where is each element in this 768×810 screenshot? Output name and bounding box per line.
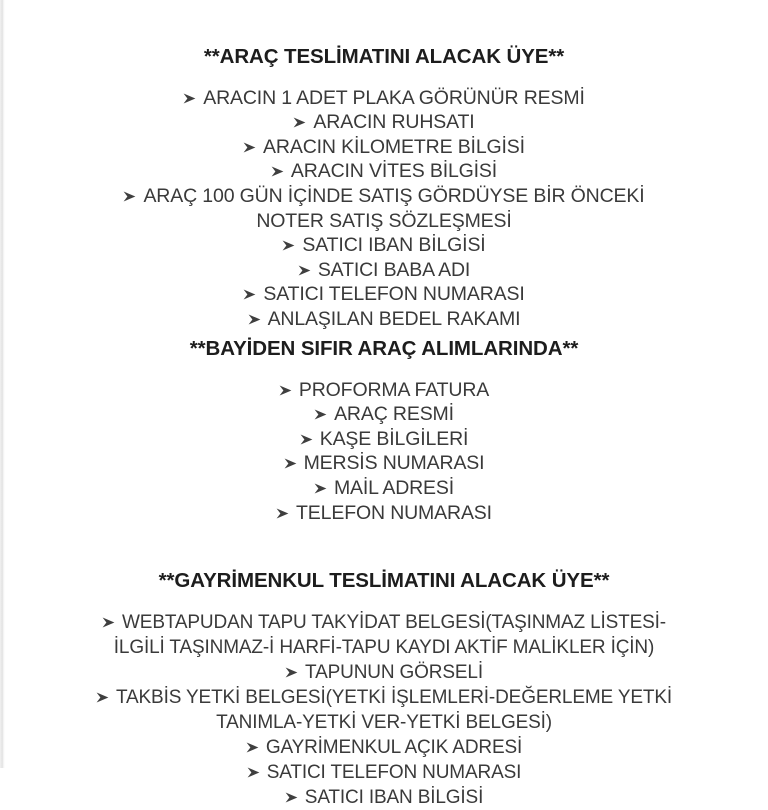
arrow-bullet-icon [102,617,115,628]
section-realestate-delivery [0,552,768,810]
list-item [0,184,768,209]
arrow-bullet-icon [298,265,311,276]
list-item [0,86,768,111]
list-item [0,760,768,785]
list-item [0,427,768,452]
arrow-bullet-icon [314,409,327,420]
list-item [0,258,768,283]
list-item-label: KAŞE BİLGİLERİ [319,427,469,450]
list-item-label: ARAÇ RESMİ [334,403,454,426]
list-item-continuation: NOTER SATIŞ SÖZLEŞMESİ [256,209,512,232]
arrow-bullet-icon [123,191,136,202]
arrow-bullet-icon [96,692,109,703]
list-item [0,110,768,135]
section-heading-vehicle-delivery: **ARAÇ TESLİMATINI ALACAK ÜYE** [203,45,565,68]
arrow-bullet-icon [247,767,260,778]
list-item-label: TAKBİS YETKİ BELGESİ(YETKİ İŞLEMLERİ-DEĞERLEME YETKİ [115,686,673,708]
requirement-list-realestate-delivery [0,610,768,810]
list-item [0,233,768,258]
arrow-bullet-icon [282,240,295,251]
list-item [0,735,768,760]
list-item [0,159,768,184]
list-item [0,135,768,160]
requirement-list-vehicle-delivery [0,86,768,332]
arrow-bullet-icon [246,742,259,753]
arrow-bullet-icon [279,385,292,396]
list-item [0,660,768,685]
list-item [0,501,768,526]
arrow-bullet-icon [271,166,284,177]
list-item-label: ANLAŞILAN BEDEL RAKAMI [267,307,521,330]
list-item [0,451,768,476]
list-item [0,685,768,710]
list-item [0,378,768,403]
list-item-label: MERSİS NUMARASI [303,452,485,475]
list-item-label: ARACIN VİTES BİLGİSİ [290,160,498,183]
arrow-bullet-icon [314,483,327,494]
list-item-label: PROFORMA FATURA [298,378,490,401]
arrow-bullet-icon [293,117,306,128]
list-item-label: SATICI BABA ADI [317,258,471,281]
list-item-label: SATICI IBAN BİLGİSİ [302,234,486,257]
section-vehicle-delivery [0,28,768,332]
list-item [0,610,768,635]
list-item-label: GAYRİMENKUL AÇIK ADRESİ [265,736,523,758]
list-item-label: ARACIN RUHSATI [313,111,475,134]
list-item [0,282,768,307]
arrow-bullet-icon [276,508,289,519]
list-item-label: ARACIN KİLOMETRE BİLGİSİ [263,135,525,158]
list-item-label: WEBTAPUDAN TAPU TAKYİDAT BELGESİ(TAŞINMAZ LİSTESİ- [122,611,666,633]
requirement-list-dealer-new-vehicle [0,378,768,526]
list-item-label: ARAÇ 100 GÜN İÇİNDE SATIŞ GÖRDÜYSE BİR ÖNCEKİ [143,184,645,207]
list-item [0,785,768,810]
arrow-bullet-icon [243,289,256,300]
list-item-label: SATICI IBAN BİLGİSİ [304,786,484,808]
list-item-label: TAPUNUN GÖRSELİ [305,661,483,683]
arrow-bullet-icon [300,434,313,445]
arrow-bullet-icon [243,142,256,153]
arrow-bullet-icon [285,792,298,803]
arrow-bullet-icon [183,93,196,104]
list-item [0,402,768,427]
section-dealer-new-vehicle [0,320,768,525]
arrow-bullet-icon [285,667,298,678]
list-item-label: TELEFON NUMARASI [296,501,492,524]
list-item-continuation: TANIMLA-YETKİ VER-YETKİ BELGESİ) [216,711,552,733]
section-heading-dealer-new-vehicle: **BAYİDEN SIFIR ARAÇ ALIMLARINDA** [189,337,579,360]
list-item-label: SATICI TELEFON NUMARASI [263,283,525,306]
list-item-label: SATICI TELEFON NUMARASI [266,761,522,783]
list-item [0,476,768,501]
arrow-bullet-icon [284,458,297,469]
list-item-label: MAİL ADRESİ [333,476,455,499]
list-item-continuation: İLGİLİ TAŞINMAZ-İ HARFİ-TAPU KAYDI AKTİF MALİKLER İÇİN) [113,636,655,658]
list-item-label: ARACIN 1 ADET PLAKA GÖRÜNÜR RESMİ [203,86,585,109]
section-heading-realestate-delivery: **GAYRİMENKUL TESLİMATINI ALACAK ÜYE** [158,569,610,592]
